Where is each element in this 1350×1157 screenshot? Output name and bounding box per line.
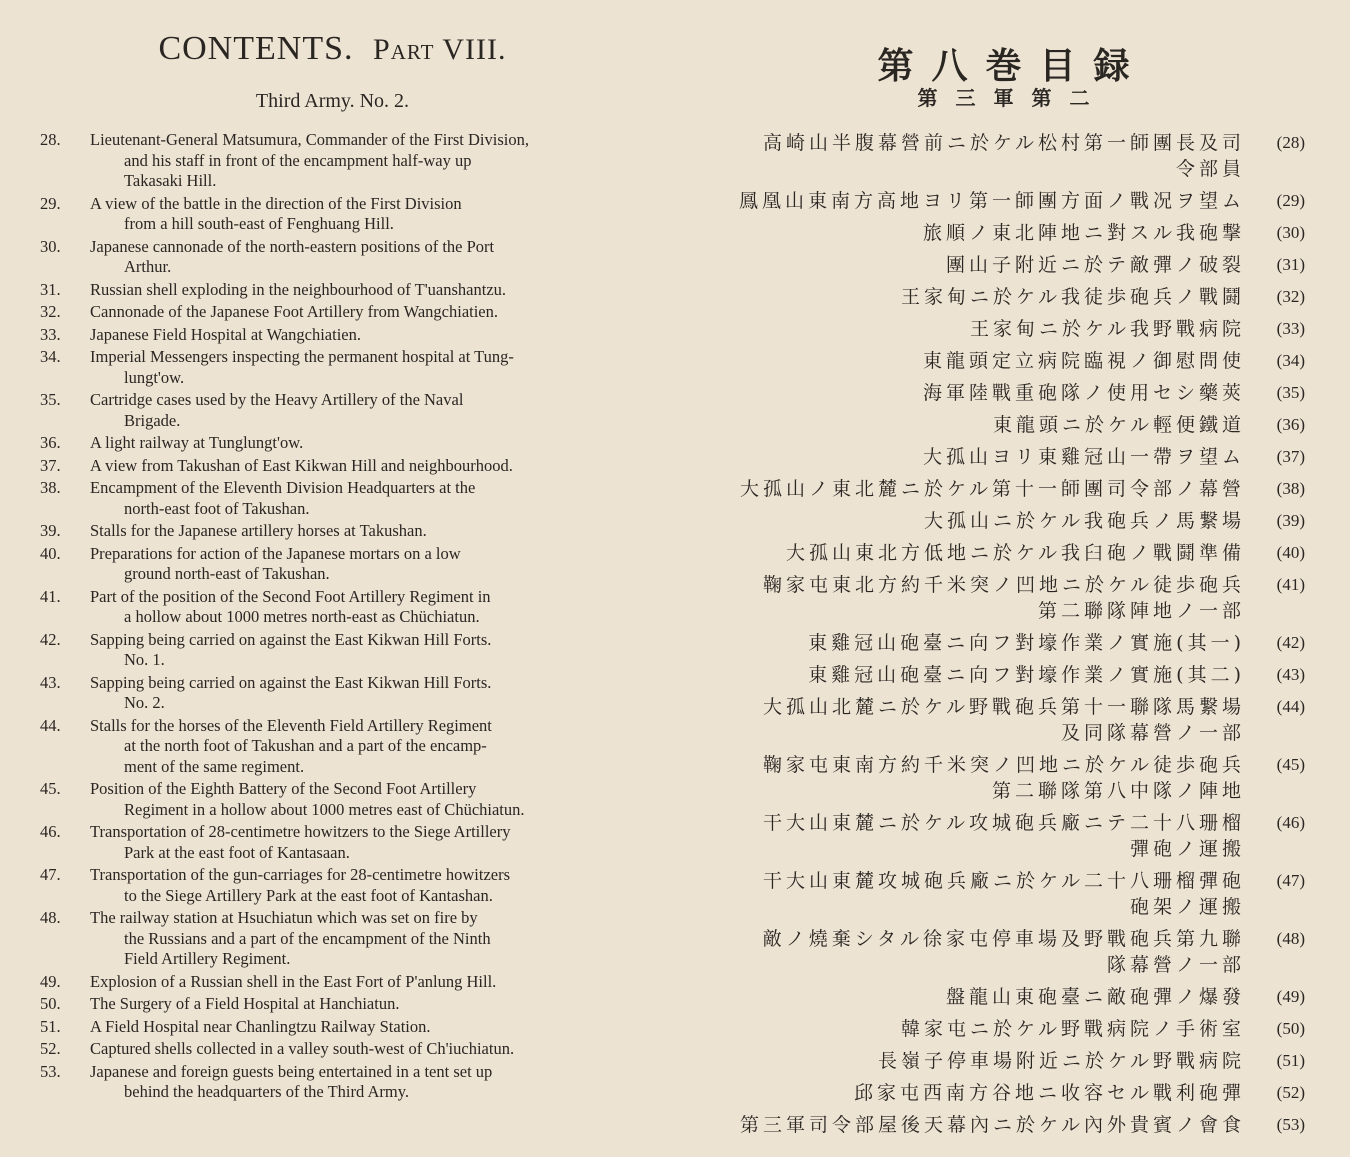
japanese-entry-number: (48) [1276, 929, 1305, 948]
entry-line: Transportation of 28-centimetre howitzers to the Siege Artillery [90, 822, 511, 841]
japanese-entry [695, 868, 1305, 920]
japanese-entry-line: 東龍頭ニ於ケル輕便鐵道 [992, 414, 1245, 436]
japanese-entry-line: 隊幕營ノ一部 [1106, 954, 1245, 976]
entry-line: ground north-east of Takushan. [124, 564, 330, 583]
contents-entry [40, 390, 640, 431]
japanese-entry-line: 及同隊幕營ノ一部 [1060, 722, 1245, 744]
entry-text [90, 521, 640, 542]
entry-number: 44. [40, 715, 61, 735]
japanese-entry [695, 252, 1305, 278]
entry-line: Regiment in a hollow about 1000 metres east of Chüchiatun. [124, 799, 525, 819]
entry-number: 33. [40, 324, 61, 344]
japanese-entry-text [695, 348, 1245, 374]
japanese-entry-number: (36) [1276, 415, 1305, 434]
japanese-entry [695, 380, 1305, 406]
entry-line: Part of the position of the Second Foot Artillery Regiment in [90, 586, 491, 606]
contents-entry [40, 302, 640, 323]
entry-line: Sapping being carried on against the East Kikwan Hill Forts. [90, 672, 492, 692]
japanese-entry-text [695, 1048, 1245, 1074]
entry-number: 40. [40, 543, 61, 563]
entry-text [90, 237, 640, 278]
contents-entry [40, 865, 640, 906]
japanese-entry-line: 鞠家屯東南方約千米突ノ凹地ニ於ケル徒歩砲兵 [762, 754, 1245, 776]
contents-entry [40, 280, 640, 301]
entry-text [90, 325, 640, 346]
japanese-entry-line: 砲架ノ運搬 [1129, 896, 1245, 918]
japanese-entry-text [695, 380, 1245, 406]
contents-entry [40, 1039, 640, 1060]
japanese-entry [695, 810, 1305, 862]
japanese-entry-line: 旅順ノ東北陣地ニ對スル我砲撃 [922, 222, 1245, 244]
japanese-entry [695, 662, 1305, 688]
contents-entry [40, 716, 640, 778]
japanese-entry-text [695, 810, 1245, 862]
contents-entry [40, 1017, 640, 1038]
entry-line: Japanese cannonade of the north-eastern positions of the Port [90, 236, 495, 256]
japanese-entry [695, 752, 1305, 804]
entry-number: 46. [40, 822, 61, 841]
entry-text [90, 280, 640, 301]
japanese-entry-number: (39) [1276, 511, 1305, 530]
entry-number: 48. [40, 908, 61, 927]
japanese-entry [695, 412, 1305, 438]
japanese-entry [695, 444, 1305, 470]
japanese-entry-line: 彈砲ノ運搬 [1129, 838, 1245, 860]
entry-number: 28. [40, 130, 61, 149]
entry-text [90, 972, 640, 993]
japanese-entry-text [695, 188, 1245, 214]
japanese-page [675, 0, 1350, 1157]
entry-text [90, 865, 640, 906]
japanese-entry [695, 348, 1305, 374]
contents-entry [40, 822, 640, 863]
japanese-entry [695, 1080, 1305, 1106]
entry-line: Imperial Messengers inspecting the permanent hospital at Tung- [90, 347, 514, 366]
japanese-entry-line: 東龍頭定立病院臨視ノ御慰問使 [922, 350, 1245, 372]
entry-line: Stalls for the Japanese artillery horses at Takushan. [90, 521, 427, 540]
entry-line: Japanese and foreign guests being entertained in a tent set up [90, 1061, 493, 1081]
entry-text [90, 456, 640, 477]
entry-line: to the Siege Artillery Park at the east foot of Kantashan. [124, 885, 493, 905]
entry-text [90, 194, 640, 235]
contents-entry [40, 347, 640, 388]
entry-line: Japanese Field Hospital at Wangchiatien. [90, 324, 362, 344]
entry-text [90, 1017, 640, 1038]
japanese-entry-line: 長嶺子停車場附近ニ於ケル野戰病院 [877, 1050, 1245, 1072]
contents-title [0, 30, 665, 68]
entry-line: Position of the Eighth Battery of the Second Foot Artillery [90, 779, 477, 798]
japanese-entry-line: 王家甸ニ於ケル我野戰病院 [969, 318, 1245, 340]
japanese-entry-line: 大孤山ヨリ東雞冠山一帶ヲ望ム [922, 446, 1245, 468]
entry-number: 31. [40, 279, 61, 299]
entry-line: Explosion of a Russian shell in the East Fort of P'anlung Hill. [90, 971, 497, 991]
entry-number: 43. [40, 672, 61, 692]
japanese-entry-number: (33) [1276, 319, 1305, 338]
japanese-entry-number: (29) [1276, 191, 1305, 210]
japanese-entry-number: (52) [1276, 1083, 1305, 1102]
entry-text [90, 673, 640, 714]
contents-entry [40, 630, 640, 671]
japanese-entry-text [695, 1016, 1245, 1042]
entry-number: 50. [40, 994, 61, 1013]
entry-number: 41. [40, 586, 61, 606]
japanese-entry-text [695, 284, 1245, 310]
japanese-entry-number: (40) [1276, 543, 1305, 562]
entry-line: lungt'ow. [124, 367, 185, 387]
contents-entry [40, 521, 640, 542]
contents-entry [40, 1062, 640, 1103]
entry-line: Preparations for action of the Japanese mortars on a low [90, 543, 461, 563]
japanese-entry-line: 大孤山東北方低地ニ於ケル我臼砲ノ戰鬪準備 [785, 542, 1245, 564]
japanese-entry-line: 干大山東麓攻城砲兵廠ニ於ケル二十八珊榴彈砲 [762, 870, 1245, 892]
contents-entry [40, 456, 640, 477]
japanese-entry-line: 盤龍山東砲臺ニ敵砲彈ノ爆發 [945, 986, 1245, 1008]
japanese-entry-number: (51) [1276, 1051, 1305, 1070]
entry-line: Sapping being carried on against the East Kikwan Hill Forts. [90, 629, 492, 649]
contents-entry [40, 325, 640, 346]
contents-entry [40, 908, 640, 970]
japanese-entry [695, 220, 1305, 246]
japanese-entry [695, 1112, 1305, 1138]
entry-line: Park at the east foot of Kantasaan. [124, 842, 350, 862]
entry-text [90, 994, 640, 1015]
japanese-entry-text [695, 252, 1245, 278]
japanese-subtitle: 第三軍第二 [917, 86, 1108, 110]
japanese-entry [695, 508, 1305, 534]
japanese-entry-number: (30) [1276, 223, 1305, 242]
japanese-entry [695, 694, 1305, 746]
japanese-entry-text [695, 926, 1245, 978]
entry-text [90, 347, 640, 388]
entry-number: 29. [40, 193, 61, 213]
japanese-entry-text [695, 476, 1245, 502]
japanese-entry-line: 東雞冠山砲臺ニ向フ對壕作業ノ實施(其一) [808, 632, 1245, 654]
entry-line: a hollow about 1000 metres north-east as Chüchiatun. [124, 607, 480, 626]
japanese-entry-list [695, 130, 1305, 1144]
entry-line: The Surgery of a Field Hospital at Hanchiatun. [90, 994, 400, 1013]
japanese-entry-text [695, 694, 1245, 746]
entry-line: A light railway at Tunglungt'ow. [90, 433, 304, 452]
entry-number: 52. [40, 1039, 61, 1058]
entry-number: 47. [40, 865, 61, 884]
japanese-entry-number: (43) [1276, 665, 1305, 684]
entry-line: north-east foot of Takushan. [124, 498, 310, 518]
japanese-entry-text [695, 1080, 1245, 1106]
contents-entry [40, 433, 640, 454]
japanese-entry [695, 316, 1305, 342]
entry-text [90, 302, 640, 323]
entry-text [90, 390, 640, 431]
japanese-entry-text [695, 630, 1245, 656]
japanese-entry-number: (31) [1276, 255, 1305, 274]
contents-entry [40, 478, 640, 519]
entry-line: and his staff in front of the encampment half-way up [124, 150, 472, 170]
entry-line: A view of the battle in the direction of the First Division [90, 193, 462, 213]
entry-text [90, 478, 640, 519]
japanese-entry-number: (28) [1276, 133, 1305, 152]
japanese-entry-text [695, 412, 1245, 438]
japanese-entry-line: 干大山東麓ニ於ケル攻城砲兵廠ニテ二十八珊榴 [762, 812, 1245, 834]
japanese-entry-number: (53) [1276, 1115, 1305, 1134]
japanese-entry [695, 1048, 1305, 1074]
japanese-title: 第八巻目録 [877, 45, 1148, 87]
entry-text [90, 587, 640, 628]
japanese-entry-line: 第二聯隊第八中隊ノ陣地 [991, 780, 1245, 802]
entry-text [90, 1039, 640, 1060]
contents-entry [40, 544, 640, 585]
japanese-entry-number: (38) [1276, 479, 1305, 498]
japanese-entry-text [695, 540, 1245, 566]
japanese-entry-text [695, 444, 1245, 470]
entry-line: A Field Hospital near Chanlingtzu Railway Station. [90, 1016, 431, 1036]
japanese-entry-line: 團山子附近ニ於テ敵彈ノ破裂 [945, 254, 1245, 276]
japanese-entry-line: 王家甸ニ於ケル我徒歩砲兵ノ戰鬪 [900, 286, 1245, 308]
entry-number: 35. [40, 390, 61, 409]
contents-entry [40, 130, 640, 192]
japanese-entry-number: (41) [1276, 575, 1305, 594]
entry-number: 38. [40, 478, 61, 497]
contents-entry [40, 194, 640, 235]
japanese-entry-number: (42) [1276, 633, 1305, 652]
japanese-entry-number: (35) [1276, 383, 1305, 402]
entry-line: Cartridge cases used by the Heavy Artillery of the Naval [90, 390, 464, 409]
japanese-entry-line: 東雞冠山砲臺ニ向フ對壕作業ノ實施(其二) [808, 664, 1245, 686]
japanese-entry-text [695, 508, 1245, 534]
japanese-entry-number: (44) [1276, 697, 1305, 716]
entry-number: 49. [40, 971, 61, 991]
japanese-entry-line: 大孤山北麓ニ於ケル野戰砲兵第十一聯隊馬繋場 [762, 696, 1245, 718]
japanese-entry-line: 大孤山ノ東北麓ニ於ケル第十一師團司令部ノ幕營 [739, 478, 1245, 500]
english-entry-list [40, 130, 640, 1105]
entry-line: Cannonade of the Japanese Foot Artillery from Wangchiatien. [90, 302, 499, 321]
contents-entry [40, 972, 640, 993]
japanese-entry-line: 邱家屯西南方谷地ニ收容セル戰利砲彈 [853, 1082, 1245, 1104]
japanese-entry-line: 第二聯隊陣地ノ一部 [1037, 600, 1245, 622]
entry-line: at the north foot of Takushan and a part of the encamp- [124, 736, 487, 755]
title-part: Part VIII. [373, 33, 507, 66]
entry-number: 39. [40, 521, 61, 540]
entry-line: from a hill south-east of Fenghuang Hill. [124, 214, 394, 233]
japanese-entry-text [695, 752, 1245, 804]
entry-line: No. 2. [124, 693, 165, 712]
japanese-entry-line: 海軍陸戰重砲隊ノ使用セシ藥莢 [922, 382, 1245, 404]
entry-text [90, 779, 640, 820]
japanese-entry-text [695, 220, 1245, 246]
japanese-entry-line: 韓家屯ニ於ケル野戰病院ノ手術室 [900, 1018, 1245, 1040]
contents-entry [40, 587, 640, 628]
japanese-entry-number: (32) [1276, 287, 1305, 306]
japanese-entry-text [695, 984, 1245, 1010]
japanese-entry-text [695, 130, 1245, 182]
entry-line: Captured shells collected in a valley south-west of Ch'iuchiatun. [90, 1039, 515, 1058]
japanese-entry-text [695, 316, 1245, 342]
japanese-entry-number: (46) [1276, 813, 1305, 832]
entry-text [90, 130, 640, 192]
japanese-entry-text [695, 868, 1245, 920]
entry-line: Field Artillery Regiment. [124, 949, 291, 968]
contents-entry [40, 779, 640, 820]
entry-line: Arthur. [124, 257, 172, 276]
entry-text [90, 544, 640, 585]
entry-line: Transportation of the gun-carriages for 28-centimetre howitzers [90, 865, 511, 884]
entry-text [90, 908, 640, 970]
entry-text [90, 630, 640, 671]
entry-line: Brigade. [124, 410, 181, 430]
entry-number: 45. [40, 779, 61, 798]
japanese-entry [695, 284, 1305, 310]
entry-line: Russian shell exploding in the neighbourhood of T'uanshantzu. [90, 279, 507, 299]
japanese-entry-text [695, 1112, 1245, 1138]
japanese-entry [695, 188, 1305, 214]
entry-text [90, 433, 640, 454]
japanese-entry-line: 敵ノ燒棄シタル徐家屯停車場及野戰砲兵第九聯 [762, 928, 1245, 950]
entry-number: 51. [40, 1016, 61, 1036]
japanese-entry [695, 130, 1305, 182]
japanese-entry-number: (47) [1276, 871, 1305, 890]
entry-line: No. 1. [124, 650, 165, 669]
entry-number: 34. [40, 347, 61, 366]
japanese-entry-line: 高崎山半腹幕營前ニ於ケル松村第一師團長及司 [762, 132, 1245, 154]
japanese-entry-line: 鳳凰山東南方高地ヨリ第一師團方面ノ戰况ヲ望ム [738, 190, 1245, 212]
entry-number: 42. [40, 629, 61, 649]
japanese-entry-line: 大孤山ニ於ケル我砲兵ノ馬繋場 [923, 510, 1245, 532]
army-subtitle: Third Army. No. 2. [255, 90, 410, 112]
japanese-entry [695, 926, 1305, 978]
japanese-entry-number: (45) [1276, 755, 1305, 774]
japanese-entry [695, 476, 1305, 502]
entry-line: ment of the same regiment. [124, 756, 305, 776]
entry-line: behind the headquarters of the Third Army. [124, 1082, 410, 1101]
japanese-entry-number: (37) [1276, 447, 1305, 466]
entry-number: 30. [40, 236, 61, 256]
contents-entry [40, 994, 640, 1015]
title-contents: CONTENTS. [158, 30, 354, 67]
japanese-entry [695, 630, 1305, 656]
japanese-entry [695, 540, 1305, 566]
contents-entry [40, 237, 640, 278]
japanese-entry-number: (49) [1276, 987, 1305, 1006]
entry-number: 32. [40, 302, 61, 321]
entry-number: 37. [40, 455, 61, 475]
contents-entry [40, 673, 640, 714]
entry-text [90, 1062, 640, 1103]
entry-line: Stalls for the horses of the Eleventh Field Artillery Regiment [90, 715, 492, 735]
entry-line: the Russians and a part of the encampment of the Ninth [124, 928, 491, 948]
entry-line: Takasaki Hill. [124, 171, 217, 190]
japanese-entry-number: (50) [1276, 1019, 1305, 1038]
japanese-entry-text [695, 572, 1245, 624]
entry-line: Encampment of the Eleventh Division Headquarters at the [90, 478, 476, 497]
entry-text [90, 822, 640, 863]
japanese-entry-text [695, 662, 1245, 688]
japanese-entry-line: 令部員 [1175, 158, 1245, 180]
japanese-entry [695, 572, 1305, 624]
entry-text [90, 716, 640, 778]
entry-line: The railway station at Hsuchiatun which was set on fire by [90, 908, 478, 927]
japanese-entry [695, 1016, 1305, 1042]
japanese-entry-number: (34) [1276, 351, 1305, 370]
japanese-entry-line: 鞠家屯東北方約千米突ノ凹地ニ於ケル徒歩砲兵 [762, 574, 1245, 596]
entry-number: 53. [40, 1061, 61, 1081]
entry-number: 36. [40, 433, 61, 452]
japanese-entry-line: 第三軍司令部屋後天幕內ニ於ケル內外貴賓ノ會食 [739, 1114, 1245, 1136]
japanese-entry [695, 984, 1305, 1010]
entry-line: A view from Takushan of East Kikwan Hill and neighbourhood. [90, 455, 513, 475]
entry-line: Lieutenant-General Matsumura, Commander of the First Division, [90, 130, 529, 149]
